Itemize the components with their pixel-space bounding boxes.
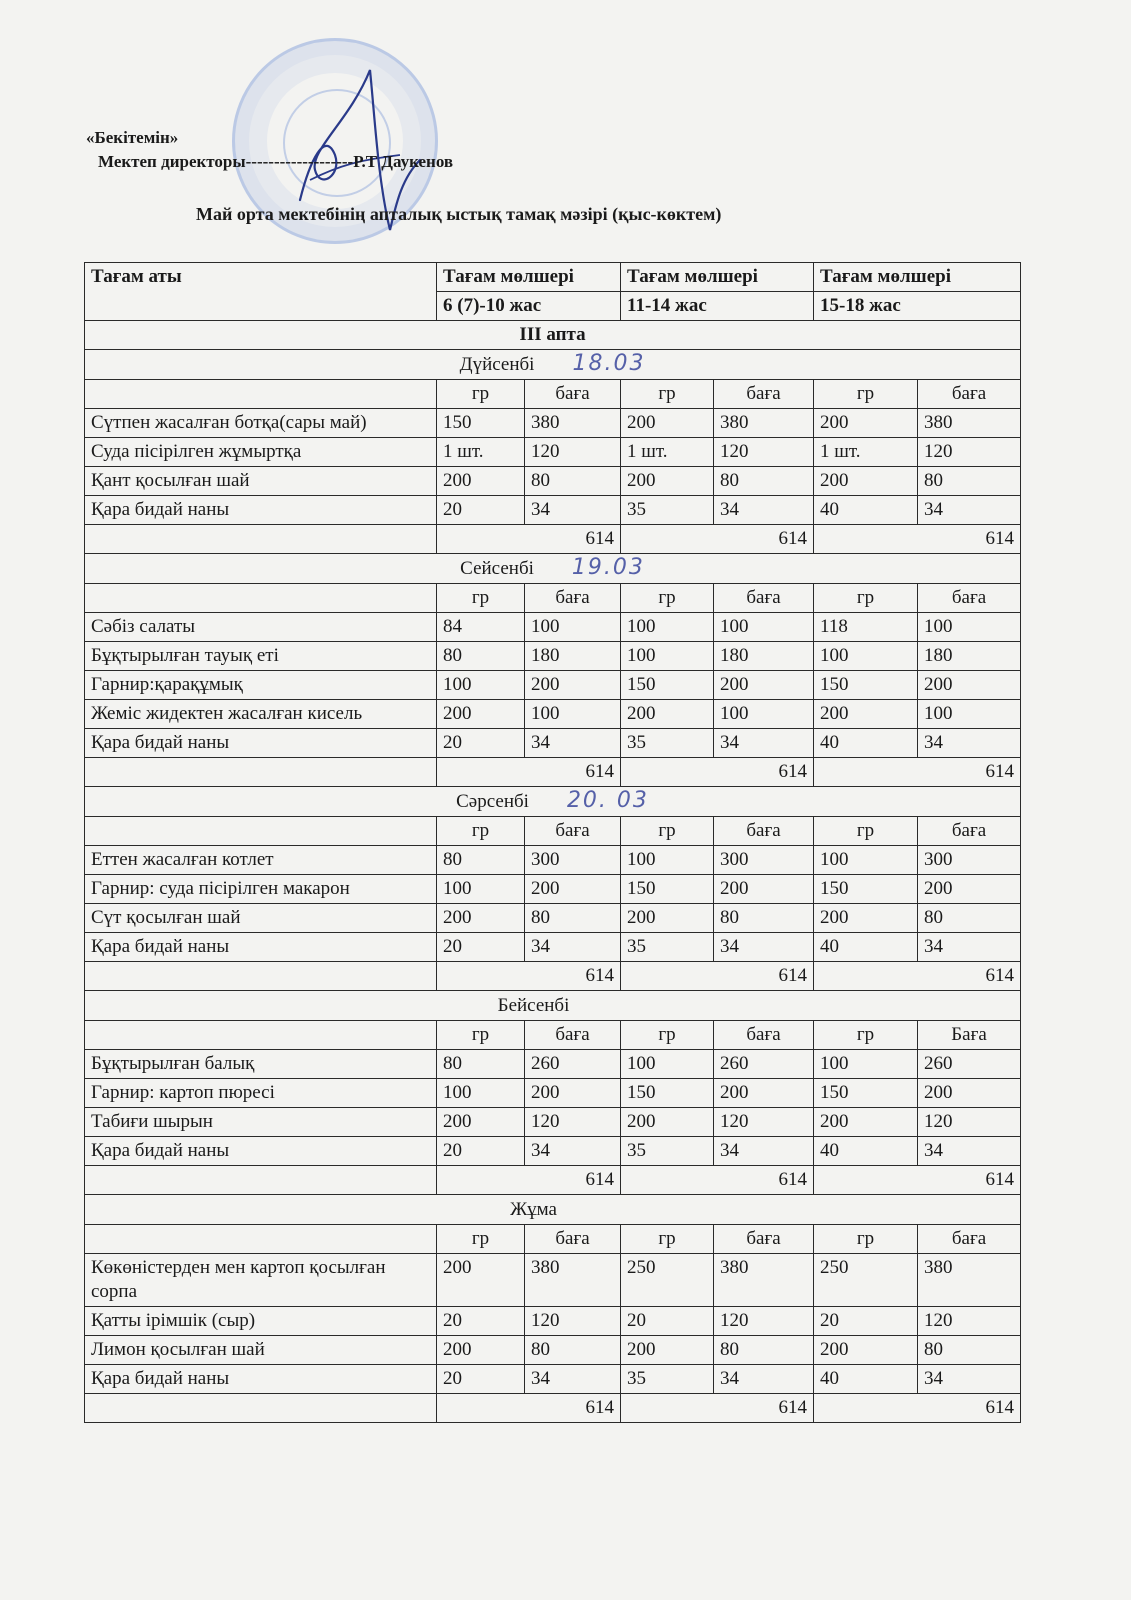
table-row bbox=[85, 1254, 1021, 1307]
value-cell: 34 bbox=[525, 1365, 621, 1394]
value-cell: 40 bbox=[814, 933, 918, 962]
value-cell: 380 bbox=[714, 1254, 814, 1307]
dish-name: Қант қосылған шай bbox=[85, 467, 437, 496]
value-cell: 200 bbox=[814, 467, 918, 496]
value-cell: 200 bbox=[525, 1079, 621, 1108]
value-cell: 34 bbox=[918, 933, 1021, 962]
total-value: 614 bbox=[437, 962, 621, 991]
value-cell: 100 bbox=[437, 671, 525, 700]
value-cell: 84 bbox=[437, 613, 525, 642]
total-row bbox=[85, 758, 1021, 787]
column-header-amount: Тағам мөлшері bbox=[437, 263, 621, 292]
dish-name: Қатты ірімшік (сыр) bbox=[85, 1307, 437, 1336]
dish-name: Бұқтырылған тауық еті bbox=[85, 642, 437, 671]
value-cell: 80 bbox=[714, 904, 814, 933]
value-cell: 34 bbox=[714, 1137, 814, 1166]
value-cell: 150 bbox=[814, 671, 918, 700]
value-cell: 150 bbox=[621, 875, 714, 904]
unit-label: баға bbox=[714, 380, 814, 409]
value-cell: 150 bbox=[814, 875, 918, 904]
value-cell: 80 bbox=[918, 467, 1021, 496]
value-cell: 118 bbox=[814, 613, 918, 642]
value-cell: 80 bbox=[714, 467, 814, 496]
value-cell: 120 bbox=[714, 1108, 814, 1137]
value-cell: 380 bbox=[714, 409, 814, 438]
value-cell: 80 bbox=[525, 1336, 621, 1365]
table-row bbox=[85, 1336, 1021, 1365]
total-row bbox=[85, 1394, 1021, 1423]
value-cell: 120 bbox=[918, 1108, 1021, 1137]
value-cell: 34 bbox=[525, 496, 621, 525]
total-value: 614 bbox=[437, 1394, 621, 1423]
value-cell: 40 bbox=[814, 729, 918, 758]
dish-name: Сәбіз салаты bbox=[85, 613, 437, 642]
table-row bbox=[85, 496, 1021, 525]
total-blank bbox=[85, 962, 437, 991]
unit-label: баға bbox=[525, 1225, 621, 1254]
dish-name: Қара бидай наны bbox=[85, 1137, 437, 1166]
value-cell: 100 bbox=[814, 1050, 918, 1079]
unit-label: гр bbox=[437, 1225, 525, 1254]
value-cell: 80 bbox=[437, 1050, 525, 1079]
value-cell: 200 bbox=[437, 1336, 525, 1365]
value-cell: 80 bbox=[714, 1336, 814, 1365]
value-cell: 300 bbox=[714, 846, 814, 875]
value-cell: 1 шт. bbox=[437, 438, 525, 467]
unit-label: баға bbox=[918, 584, 1021, 613]
table-row bbox=[85, 904, 1021, 933]
table-row bbox=[85, 409, 1021, 438]
value-cell: 260 bbox=[714, 1050, 814, 1079]
total-value: 614 bbox=[621, 525, 814, 554]
units-blank bbox=[85, 1021, 437, 1050]
dish-name: Қара бидай наны bbox=[85, 729, 437, 758]
value-cell: 80 bbox=[918, 1336, 1021, 1365]
table-row bbox=[85, 875, 1021, 904]
value-cell: 34 bbox=[714, 729, 814, 758]
value-cell: 100 bbox=[814, 846, 918, 875]
units-row bbox=[85, 1225, 1021, 1254]
value-cell: 100 bbox=[621, 1050, 714, 1079]
units-row bbox=[85, 1021, 1021, 1050]
value-cell: 40 bbox=[814, 1365, 918, 1394]
value-cell: 150 bbox=[621, 1079, 714, 1108]
total-row bbox=[85, 962, 1021, 991]
total-row bbox=[85, 1166, 1021, 1195]
dish-name: Қара бидай наны bbox=[85, 1365, 437, 1394]
value-cell: 40 bbox=[814, 1137, 918, 1166]
dish-name: Бұқтырылған балық bbox=[85, 1050, 437, 1079]
day-cell bbox=[85, 1195, 1021, 1225]
value-cell: 200 bbox=[525, 671, 621, 700]
dish-name: Еттен жасалған котлет bbox=[85, 846, 437, 875]
director-line: Мектеп директоры-------------------Р.Т Даукенов bbox=[98, 152, 454, 171]
total-value: 614 bbox=[621, 758, 814, 787]
total-row bbox=[85, 525, 1021, 554]
value-cell: 20 bbox=[437, 496, 525, 525]
table-row bbox=[85, 467, 1021, 496]
week-label: III апта bbox=[85, 321, 1021, 350]
value-cell: 200 bbox=[918, 875, 1021, 904]
table-row bbox=[85, 671, 1021, 700]
value-cell: 200 bbox=[621, 1108, 714, 1137]
value-cell: 120 bbox=[525, 438, 621, 467]
day-cell bbox=[85, 554, 1021, 584]
value-cell: 200 bbox=[437, 904, 525, 933]
document-title: Май орта мектебінің апталық ыстық тамақ мәзірі (қыс-көктем) bbox=[196, 204, 722, 224]
unit-label: баға bbox=[525, 1021, 621, 1050]
value-cell: 40 bbox=[814, 496, 918, 525]
dish-name: Табиғи шырын bbox=[85, 1108, 437, 1137]
table-row bbox=[85, 1079, 1021, 1108]
header-row bbox=[85, 263, 1021, 292]
age-group: 6 (7)-10 жас bbox=[437, 292, 621, 321]
unit-label: Баға bbox=[918, 1021, 1021, 1050]
value-cell: 80 bbox=[437, 846, 525, 875]
value-cell: 200 bbox=[814, 1336, 918, 1365]
value-cell: 34 bbox=[525, 1137, 621, 1166]
unit-label: баға bbox=[918, 817, 1021, 846]
day-row bbox=[85, 554, 1021, 584]
value-cell: 300 bbox=[525, 846, 621, 875]
value-cell: 100 bbox=[621, 642, 714, 671]
value-cell: 380 bbox=[918, 409, 1021, 438]
total-blank bbox=[85, 525, 437, 554]
dish-name: Гарнир:қарақұмық bbox=[85, 671, 437, 700]
unit-label: баға bbox=[714, 584, 814, 613]
value-cell: 120 bbox=[525, 1108, 621, 1137]
value-cell: 35 bbox=[621, 933, 714, 962]
day-row bbox=[85, 991, 1021, 1021]
value-cell: 35 bbox=[621, 729, 714, 758]
value-cell: 200 bbox=[814, 1108, 918, 1137]
dish-name: Қара бидай наны bbox=[85, 933, 437, 962]
unit-label: гр bbox=[814, 380, 918, 409]
value-cell: 80 bbox=[437, 642, 525, 671]
value-cell: 100 bbox=[814, 642, 918, 671]
table-row bbox=[85, 1108, 1021, 1137]
day-row bbox=[85, 350, 1021, 380]
age-group: 11-14 жас bbox=[621, 292, 814, 321]
value-cell: 260 bbox=[525, 1050, 621, 1079]
day-cell bbox=[85, 991, 1021, 1021]
value-cell: 180 bbox=[918, 642, 1021, 671]
unit-label: баға bbox=[714, 817, 814, 846]
table-row bbox=[85, 729, 1021, 758]
unit-label: гр bbox=[437, 1021, 525, 1050]
value-cell: 150 bbox=[621, 671, 714, 700]
total-value: 614 bbox=[814, 962, 1021, 991]
value-cell: 34 bbox=[714, 933, 814, 962]
value-cell: 100 bbox=[437, 875, 525, 904]
unit-label: баға bbox=[714, 1225, 814, 1254]
units-blank bbox=[85, 380, 437, 409]
total-value: 614 bbox=[621, 962, 814, 991]
dish-name: Гарнир: картоп пюресі bbox=[85, 1079, 437, 1108]
unit-label: баға bbox=[525, 380, 621, 409]
value-cell: 20 bbox=[437, 1137, 525, 1166]
value-cell: 20 bbox=[437, 1307, 525, 1336]
value-cell: 34 bbox=[918, 1365, 1021, 1394]
total-blank bbox=[85, 758, 437, 787]
unit-label: гр bbox=[621, 380, 714, 409]
unit-label: гр bbox=[437, 584, 525, 613]
value-cell: 20 bbox=[814, 1307, 918, 1336]
value-cell: 20 bbox=[621, 1307, 714, 1336]
value-cell: 1 шт. bbox=[621, 438, 714, 467]
dish-name: Сүт қосылған шай bbox=[85, 904, 437, 933]
column-header-dish: Тағам аты bbox=[85, 263, 437, 321]
menu-table bbox=[84, 262, 1021, 1423]
value-cell: 35 bbox=[621, 496, 714, 525]
value-cell: 200 bbox=[814, 409, 918, 438]
value-cell: 200 bbox=[814, 904, 918, 933]
value-cell: 34 bbox=[525, 729, 621, 758]
value-cell: 200 bbox=[714, 875, 814, 904]
value-cell: 200 bbox=[437, 467, 525, 496]
unit-label: гр bbox=[814, 817, 918, 846]
total-value: 614 bbox=[814, 1394, 1021, 1423]
dish-name: Сүтпен жасалған ботқа(сары май) bbox=[85, 409, 437, 438]
value-cell: 180 bbox=[525, 642, 621, 671]
day-name: Бейсенбі bbox=[497, 995, 570, 1016]
unit-label: баға bbox=[918, 380, 1021, 409]
unit-label: баға bbox=[525, 584, 621, 613]
value-cell: 100 bbox=[525, 613, 621, 642]
value-cell: 120 bbox=[714, 438, 814, 467]
value-cell: 120 bbox=[525, 1307, 621, 1336]
unit-label: гр bbox=[621, 584, 714, 613]
value-cell: 100 bbox=[714, 700, 814, 729]
value-cell: 80 bbox=[525, 904, 621, 933]
value-cell: 34 bbox=[918, 496, 1021, 525]
value-cell: 35 bbox=[621, 1365, 714, 1394]
value-cell: 200 bbox=[437, 1108, 525, 1137]
value-cell: 200 bbox=[814, 700, 918, 729]
day-name: Жұма bbox=[510, 1199, 557, 1220]
dish-name: Жеміс жидектен жасалған кисель bbox=[85, 700, 437, 729]
column-header-amount: Тағам мөлшері bbox=[621, 263, 814, 292]
units-row bbox=[85, 584, 1021, 613]
unit-label: баға bbox=[918, 1225, 1021, 1254]
day-name: Сейсенбі bbox=[460, 558, 534, 579]
day-row bbox=[85, 787, 1021, 817]
value-cell: 180 bbox=[714, 642, 814, 671]
total-value: 614 bbox=[814, 525, 1021, 554]
value-cell: 120 bbox=[714, 1307, 814, 1336]
total-value: 614 bbox=[621, 1394, 814, 1423]
value-cell: 200 bbox=[714, 1079, 814, 1108]
units-blank bbox=[85, 584, 437, 613]
value-cell: 380 bbox=[525, 409, 621, 438]
table-row bbox=[85, 1050, 1021, 1079]
value-cell: 200 bbox=[714, 671, 814, 700]
table-row bbox=[85, 846, 1021, 875]
value-cell: 150 bbox=[814, 1079, 918, 1108]
value-cell: 300 bbox=[918, 846, 1021, 875]
unit-label: гр bbox=[814, 584, 918, 613]
value-cell: 200 bbox=[621, 409, 714, 438]
value-cell: 200 bbox=[621, 1336, 714, 1365]
unit-label: баға bbox=[714, 1021, 814, 1050]
column-header-amount: Тағам мөлшері bbox=[814, 263, 1021, 292]
unit-label: гр bbox=[814, 1021, 918, 1050]
value-cell: 20 bbox=[437, 933, 525, 962]
value-cell: 80 bbox=[918, 904, 1021, 933]
value-cell: 380 bbox=[918, 1254, 1021, 1307]
value-cell: 200 bbox=[621, 467, 714, 496]
total-value: 614 bbox=[437, 758, 621, 787]
value-cell: 100 bbox=[621, 613, 714, 642]
value-cell: 100 bbox=[714, 613, 814, 642]
week-row bbox=[85, 321, 1021, 350]
unit-label: гр bbox=[437, 380, 525, 409]
table-row bbox=[85, 1137, 1021, 1166]
day-cell bbox=[85, 787, 1021, 817]
table-row bbox=[85, 613, 1021, 642]
value-cell: 120 bbox=[918, 1307, 1021, 1336]
total-blank bbox=[85, 1394, 437, 1423]
table-row bbox=[85, 933, 1021, 962]
day-row bbox=[85, 1195, 1021, 1225]
day-name: Дүйсенбі bbox=[459, 354, 535, 375]
total-value: 614 bbox=[437, 1166, 621, 1195]
approval-label: «Бекітемін» bbox=[86, 128, 179, 147]
unit-label: гр bbox=[621, 1225, 714, 1254]
dish-name: Қара бидай наны bbox=[85, 496, 437, 525]
units-blank bbox=[85, 1225, 437, 1254]
unit-label: баға bbox=[525, 817, 621, 846]
value-cell: 34 bbox=[714, 496, 814, 525]
day-date: 18.03 bbox=[572, 351, 646, 376]
value-cell: 200 bbox=[621, 904, 714, 933]
dish-name: Гарнир: суда пісірілген макарон bbox=[85, 875, 437, 904]
day-date: 20. 03 bbox=[566, 788, 649, 813]
value-cell: 80 bbox=[525, 467, 621, 496]
unit-label: гр bbox=[814, 1225, 918, 1254]
total-blank bbox=[85, 1166, 437, 1195]
value-cell: 200 bbox=[437, 1254, 525, 1307]
value-cell: 150 bbox=[437, 409, 525, 438]
value-cell: 380 bbox=[525, 1254, 621, 1307]
value-cell: 260 bbox=[918, 1050, 1021, 1079]
dish-name: Лимон қосылған шай bbox=[85, 1336, 437, 1365]
value-cell: 100 bbox=[918, 613, 1021, 642]
value-cell: 200 bbox=[525, 875, 621, 904]
value-cell: 100 bbox=[525, 700, 621, 729]
day-date: 19.03 bbox=[571, 555, 645, 580]
value-cell: 34 bbox=[525, 933, 621, 962]
table-row bbox=[85, 1307, 1021, 1336]
units-row bbox=[85, 817, 1021, 846]
value-cell: 1 шт. bbox=[814, 438, 918, 467]
value-cell: 100 bbox=[437, 1079, 525, 1108]
age-group: 15-18 жас bbox=[814, 292, 1021, 321]
unit-label: гр bbox=[621, 1021, 714, 1050]
value-cell: 20 bbox=[437, 1365, 525, 1394]
value-cell: 100 bbox=[621, 846, 714, 875]
value-cell: 100 bbox=[918, 700, 1021, 729]
value-cell: 200 bbox=[437, 700, 525, 729]
table-row bbox=[85, 642, 1021, 671]
dish-name: Көкөністерден мен картоп қосылған сорпа bbox=[85, 1254, 437, 1307]
value-cell: 200 bbox=[918, 1079, 1021, 1108]
units-row bbox=[85, 380, 1021, 409]
total-value: 614 bbox=[437, 525, 621, 554]
total-value: 614 bbox=[814, 1166, 1021, 1195]
value-cell: 20 bbox=[437, 729, 525, 758]
value-cell: 35 bbox=[621, 1137, 714, 1166]
table-row bbox=[85, 700, 1021, 729]
total-value: 614 bbox=[621, 1166, 814, 1195]
value-cell: 250 bbox=[621, 1254, 714, 1307]
dish-name: Суда пісірілген жұмыртқа bbox=[85, 438, 437, 467]
table-row bbox=[85, 438, 1021, 467]
value-cell: 34 bbox=[918, 1137, 1021, 1166]
total-value: 614 bbox=[814, 758, 1021, 787]
value-cell: 34 bbox=[918, 729, 1021, 758]
units-blank bbox=[85, 817, 437, 846]
value-cell: 120 bbox=[918, 438, 1021, 467]
unit-label: гр bbox=[437, 817, 525, 846]
day-name: Сәрсенбі bbox=[456, 791, 529, 812]
unit-label: гр bbox=[621, 817, 714, 846]
day-cell bbox=[85, 350, 1021, 380]
table-row bbox=[85, 1365, 1021, 1394]
value-cell: 200 bbox=[621, 700, 714, 729]
value-cell: 34 bbox=[714, 1365, 814, 1394]
value-cell: 250 bbox=[814, 1254, 918, 1307]
value-cell: 200 bbox=[918, 671, 1021, 700]
